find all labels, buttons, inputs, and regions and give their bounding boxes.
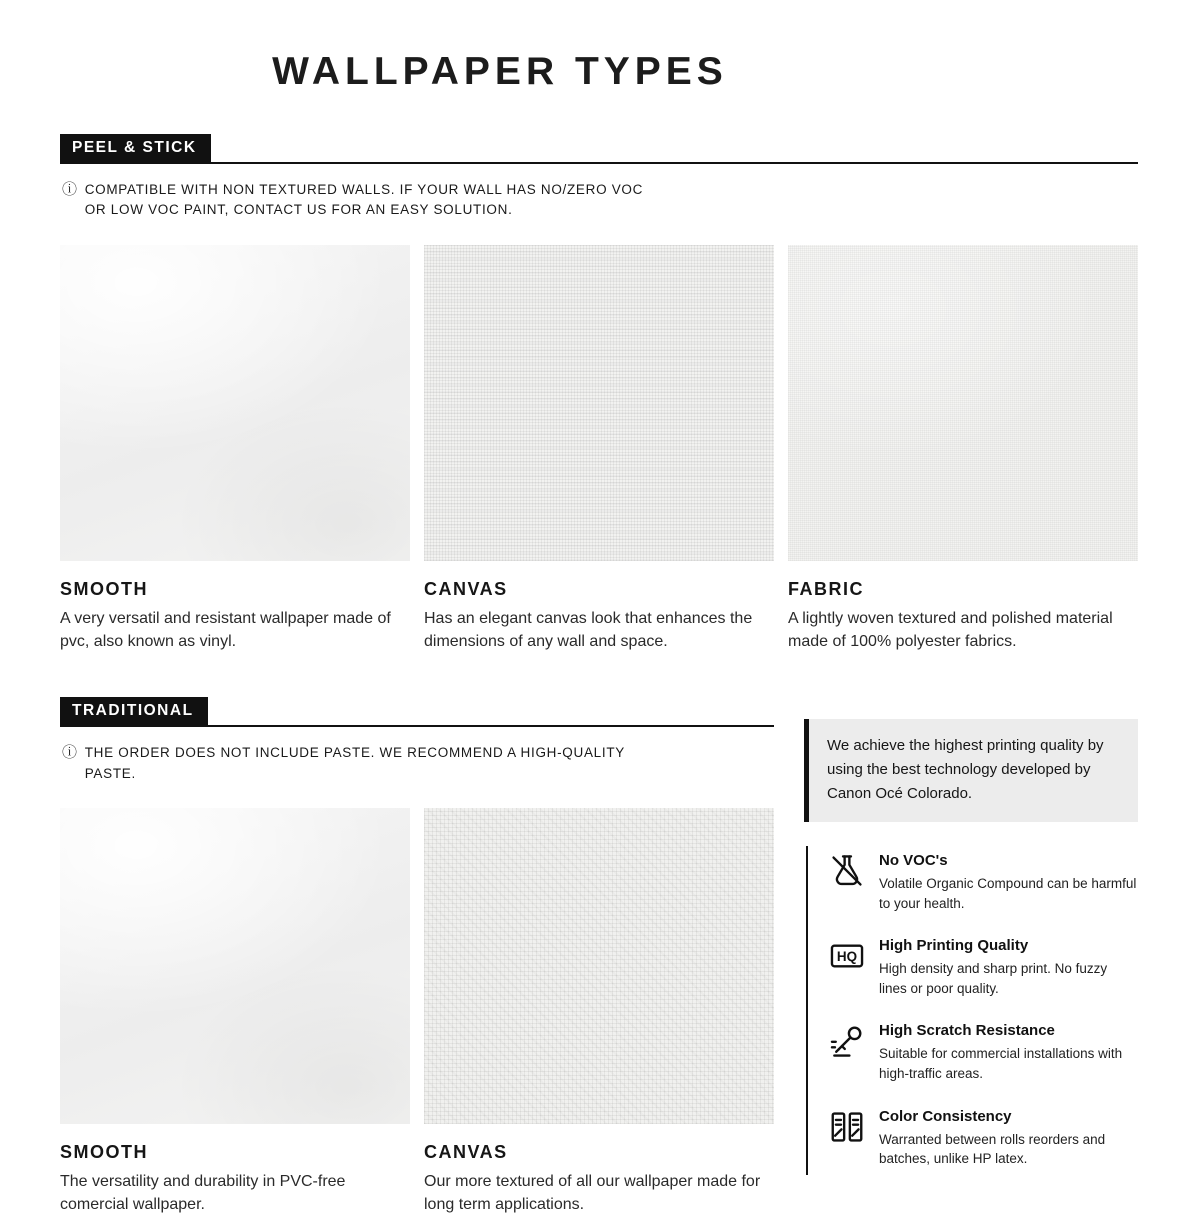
scratch-resistance-icon: [828, 1022, 866, 1060]
feature-color-consistency: [828, 1108, 1138, 1169]
feature-text: [879, 937, 1138, 998]
page-title: WALLPAPER TYPES: [272, 50, 728, 93]
fabric-texture-image: [788, 245, 1138, 561]
info-icon: ⓘ: [62, 743, 78, 761]
canvas-texture-image: [424, 808, 774, 1124]
feature-high-printing-quality: [828, 937, 1138, 998]
feature-text: [879, 1108, 1138, 1169]
feature-description: Volatile Organic Compound can be harmful to your health.: [879, 876, 1137, 911]
swatch-name: FABRIC: [788, 579, 864, 600]
peel-stick-note: [62, 180, 1138, 222]
swatch-caption: [424, 579, 774, 653]
quality-callout-text: We achieve the highest printing quality by using the best technology developed by Canon Océ Colorado.: [827, 737, 1104, 803]
feature-list: [806, 846, 1138, 1175]
swatch-description: A lightly woven textured and polished material made of 100% polyester fabrics.: [788, 610, 1113, 650]
swatch-name: SMOOTH: [60, 1142, 148, 1163]
feature-text: [879, 852, 1138, 913]
swatch-caption: [60, 579, 410, 653]
feature-description: Suitable for commercial installations with high-traffic areas.: [879, 1046, 1123, 1081]
swatch-caption: [424, 1142, 774, 1216]
swatch-description: Our more textured of all our wallpaper made for long term applications.: [424, 1173, 761, 1213]
feature-title: Color Consistency: [879, 1107, 1012, 1125]
feature-description: Warranted between rolls reorders and batches, unlike HP latex.: [879, 1131, 1106, 1167]
info-icon: ⓘ: [62, 180, 78, 198]
feature-title: High Scratch Resistance: [879, 1022, 1055, 1040]
peel-stick-swatch-grid: [60, 245, 1138, 653]
feature-description: High density and sharp print. No fuzzy lines or poor quality.: [879, 961, 1108, 996]
peel-stick-note-text: COMPATIBLE WITH NON TEXTURED WALLS. IF YOUR WALL HAS NO/ZERO VOC OR LOW VOC PAINT, CONTACT US FOR AN EASY SOLUTION.: [84, 181, 644, 218]
swatch-caption: [788, 579, 1138, 653]
canvas-texture-image: [424, 245, 774, 561]
swatch-name: SMOOTH: [60, 579, 148, 600]
hq-icon-label: HQ: [836, 949, 858, 965]
peel-stick-label: PEEL & STICK: [60, 134, 211, 162]
traditional-swatch-grid: [60, 808, 774, 1216]
feature-title: No VOC's: [879, 852, 948, 870]
swatch-card-smooth: [60, 808, 410, 1216]
feature-high-scratch-resistance: [828, 1022, 1138, 1083]
swatch-caption: [60, 1142, 410, 1216]
bottom-row: [60, 697, 1138, 1216]
swatch-card-canvas: [424, 245, 774, 653]
swatch-name: CANVAS: [424, 1142, 508, 1163]
swatch-card-canvas: [424, 808, 774, 1216]
traditional-label: TRADITIONAL: [60, 697, 208, 725]
smooth-texture-image: [60, 245, 410, 561]
traditional-note-text: THE ORDER DOES NOT INCLUDE PASTE. WE RECOMMEND A HIGH-QUALITY PASTE.: [84, 744, 625, 781]
swatch-description: The versatility and durability in PVC-free comercial wallpaper.: [60, 1173, 346, 1213]
swatch-card-fabric: [788, 245, 1138, 653]
quality-callout: [804, 719, 1138, 822]
printing-quality-sidebar: [804, 697, 1138, 1216]
hq-icon: [828, 937, 866, 975]
traditional-note: [62, 743, 774, 785]
feature-no-voc: [828, 852, 1138, 913]
swatch-card-smooth: [60, 245, 410, 653]
swatch-description: A very versatil and resistant wallpaper made of pvc, also known as vinyl.: [60, 610, 391, 650]
traditional-section: [60, 697, 774, 1216]
no-voc-icon: [828, 852, 866, 890]
color-consistency-icon: [828, 1108, 866, 1146]
swatch-name: CANVAS: [424, 579, 508, 600]
feature-text: [879, 1022, 1138, 1083]
smooth-texture-image: [60, 808, 410, 1124]
peel-stick-header-rule: [60, 134, 1138, 164]
peel-stick-section: [60, 134, 1138, 653]
traditional-header-rule: [60, 697, 774, 727]
feature-title: High Printing Quality: [879, 937, 1029, 955]
swatch-description: Has an elegant canvas look that enhances the dimensions of any wall and space.: [424, 610, 753, 650]
